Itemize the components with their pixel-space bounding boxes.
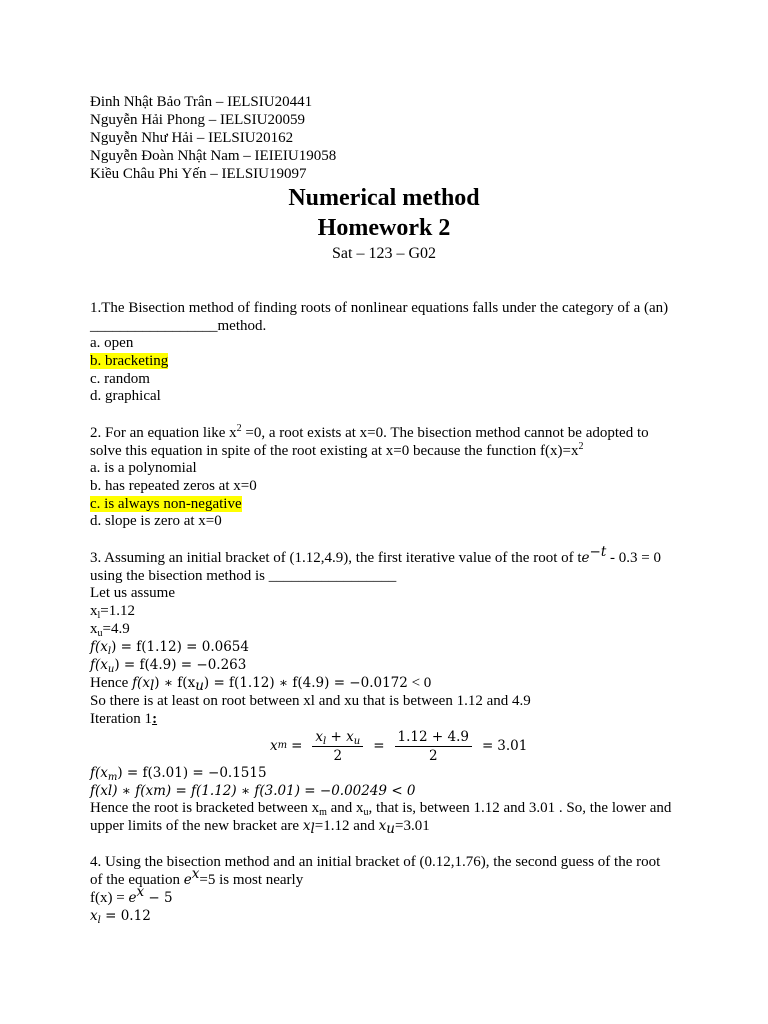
q1-option-b-answer [90,353,168,370]
q3-hence-1: Hence $f(x_l)$ ∗ $f(x_u) = f(1.12)$ ∗ f(4.9) = −0.0172 < 0 [90,675,432,694]
class-code: Sat – 123 – G02 [332,245,436,262]
document-title: Numerical method [288,185,480,211]
q3-fxm: $f(x_m) = f(3.01) = -0.1515$ [90,765,267,783]
q1-option-a: a. open [90,335,134,351]
fraction: $\frac{1.12 + 4.9}{2}$ [395,728,472,765]
author-line: Nguyễn Hải Phong – IELSIU20059 [90,112,305,128]
q2-option-b: b. has repeated zeros at x=0 [90,478,257,494]
q3-xu: $x_u=4.9$ [90,621,130,639]
q3-fxl: $f(x_l) = f(1.12) = 0.0654$ [90,639,249,657]
q3-product: f(xl) ∗ f(xm) = f(1.12) ∗ f(3.01) = −0.00249 < 0 [90,783,416,799]
q2-option-d: d. slope is zero at x=0 [90,513,222,529]
q2-text: solve this equation in spite of the root existing at x=0 because the function $f(x)=x^2$ [90,441,584,459]
q4-xl: $x_l = 0.12$ [90,908,151,926]
q3-text: 3. Assuming an initial bracket of (1.12,4.9), the first iterative value of the root of $te^{-t} - 0.3 = 0$ [90,544,662,566]
document-subtitle-homework: Homework 2 [317,215,451,241]
q3-iteration: Iteration 1: [90,711,158,727]
q3-fxu: $f(x_u) = f(4.9) = -0.263$ [90,657,247,675]
q1-option-d: d. graphical [90,388,161,404]
q1-text: _________________method. [90,318,267,334]
q1-text: 1.The Bisection method of finding roots of nonlinear equations falls under the category of a (an) [90,300,669,316]
author-line: Đinh Nhật Bảo Trân – IELSIU20441 [90,94,313,110]
fraction: $\frac{x_l + x_u}{2}$ [312,728,363,765]
author-line: Kiều Châu Phi Yến – IELSIU19097 [90,166,307,182]
q3-let: Let us assume [90,585,175,601]
q3-at-least: So there is at least on root between xl and xu that is between 1.12 and 4.9 [90,693,531,709]
q3-text: using the bisection method is _________________ [90,568,397,584]
q2-option-c-answer [90,496,242,513]
answer-highlight: b. bracketing [90,353,169,369]
q4-text: of the equation $e^x=5$ is most nearly [90,866,304,888]
q3-xl: $x_l=1.12$ [90,603,135,621]
q3-hence-2: Hence the root is bracketed between $x_m$ and $x_u$, that is, between 1.12 and 3.01 . So, the lower and [90,800,672,818]
q4-text: 4. Using the bisection method and an initial bracket of (0.12,1.76), the second guess of the root [90,854,661,870]
author-line: Nguyễn Đoàn Nhật Nam – IEIEIU19058 [90,148,337,164]
q4-fx: $f(x) = e^x - 5$ [90,884,173,906]
xm-formula: x m = $\frac{x_l + x_u}{2}$ = $\frac{1.12 + 4.9}{2}$ = 3.01 [270,728,528,764]
answer-highlight: c. is always non-negative [90,496,242,512]
q2-option-a: a. is a polynomial [90,460,197,476]
q1-option-c: c. random [90,371,150,387]
q3-upper-limits: upper limits of the new bracket are $x_l=1.12$ and $x_u=3.01$ [90,818,430,837]
q2-text: 2. For an equation like $x^2 =0$, a root exists at x=0. The bisection method cannot be adopted to [90,423,649,441]
author-line: Nguyễn Như Hải – IELSIU20162 [90,130,294,146]
